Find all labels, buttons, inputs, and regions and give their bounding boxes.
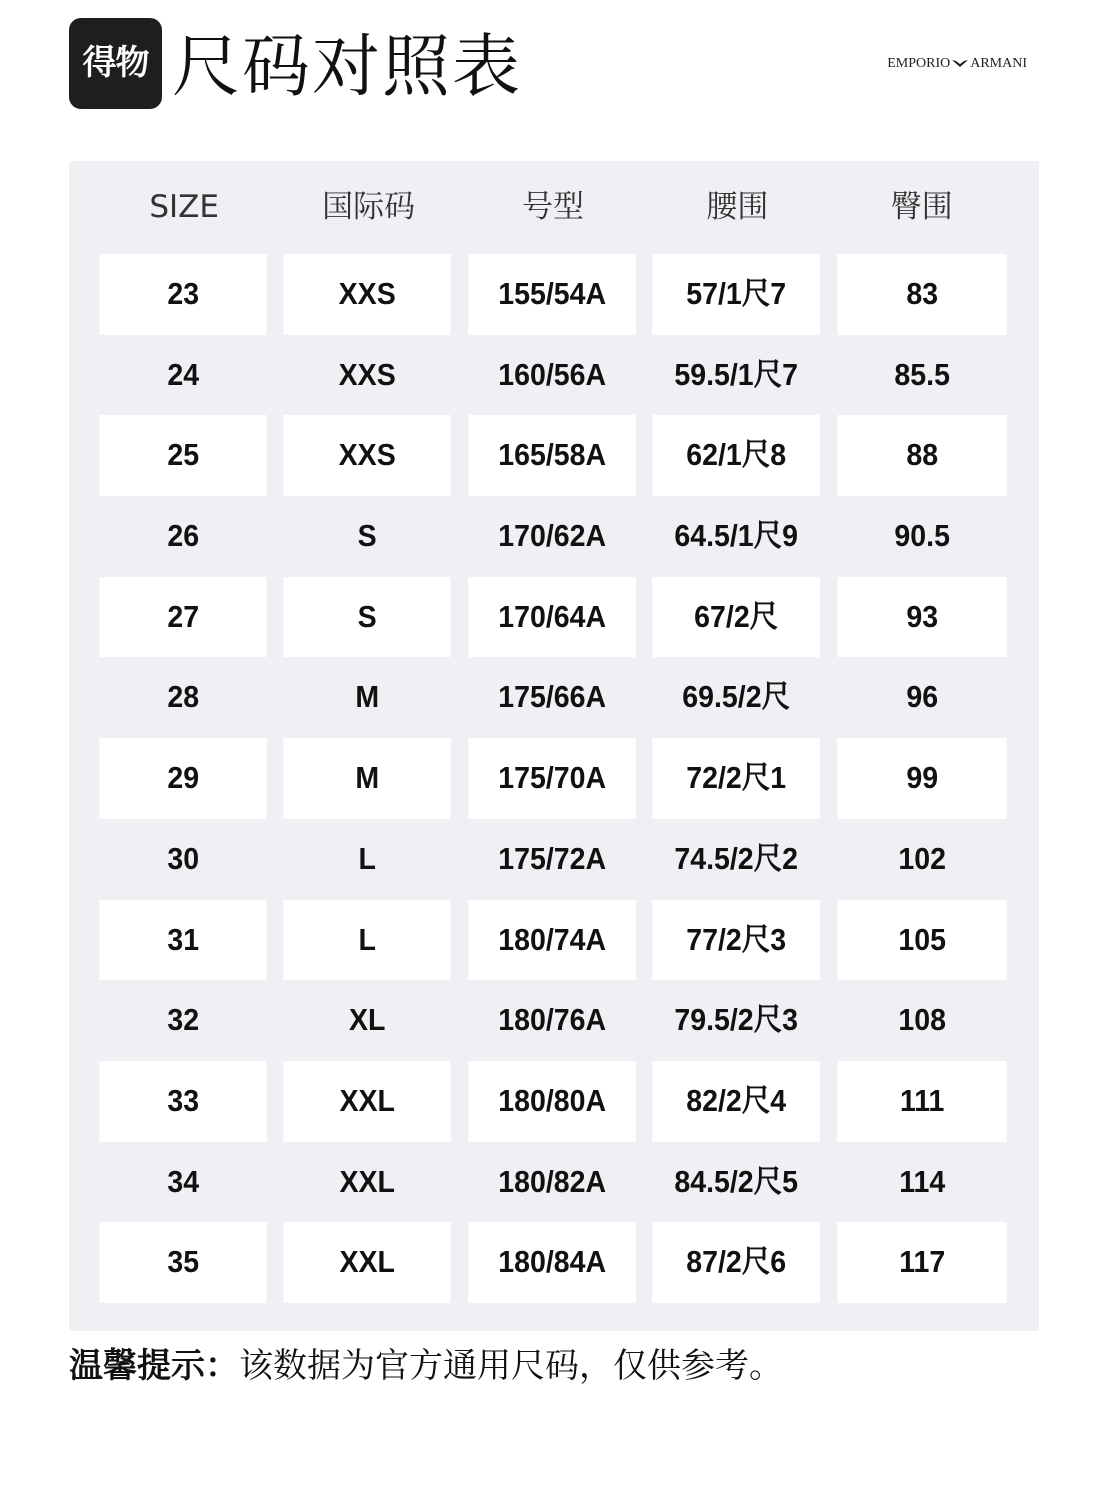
cell-size: 32 (167, 1002, 200, 1038)
cell-body-type: 180/82A (498, 1163, 606, 1199)
cell-waist: 77/2尺3 (652, 900, 820, 981)
table-row (92, 819, 1014, 900)
footnote-label: 温馨提示： (69, 1346, 239, 1386)
cell-waist: 69.5/2尺 (682, 679, 791, 715)
cell-international-size: L (358, 840, 377, 876)
cell-waist: 57/1尺7 (652, 254, 820, 335)
cell-waist: 64.5/1尺9 (674, 518, 799, 554)
cell-international-size: M (284, 738, 452, 819)
cell-size: 34 (167, 1163, 200, 1199)
footnote (69, 1342, 783, 1390)
cell-hip: 85.5 (893, 356, 950, 392)
cell-international-size: M (355, 679, 380, 715)
cell-hip: 108 (897, 1002, 946, 1038)
table-row (92, 980, 1014, 1061)
cell-waist: 72/2尺1 (652, 738, 820, 819)
table-row (92, 900, 1014, 981)
cell-waist: 67/2尺 (652, 577, 820, 658)
cell-waist: 62/1尺8 (652, 415, 820, 496)
cell-size: 35 (99, 1222, 267, 1303)
cell-body-type: 175/72A (498, 840, 606, 876)
cell-size: 30 (167, 840, 200, 876)
column-header-hip: 臀围 (890, 189, 953, 225)
cell-size: 25 (99, 415, 267, 496)
app-logo: 得物 (69, 18, 162, 109)
table-row (92, 496, 1014, 577)
table-row (92, 1142, 1014, 1223)
brand-name-left: EMPORIO (887, 56, 951, 71)
cell-hip: 102 (897, 840, 946, 876)
table-row (92, 577, 1014, 658)
cell-waist: 87/2尺6 (652, 1222, 820, 1303)
cell-size: 26 (167, 518, 200, 554)
cell-body-type: 160/56A (498, 356, 606, 392)
cell-size: 31 (99, 900, 267, 981)
cell-hip: 99 (837, 738, 1007, 819)
column-header-body-type: 号型 (521, 189, 584, 225)
cell-body-type: 170/62A (498, 518, 606, 554)
table-row (92, 415, 1014, 496)
table-row (92, 254, 1014, 335)
eagle-icon (951, 59, 969, 69)
cell-hip: 93 (837, 577, 1007, 658)
cell-waist: 74.5/2尺2 (674, 840, 799, 876)
cell-size: 24 (167, 356, 200, 392)
cell-size: 23 (99, 254, 267, 335)
table-row (92, 738, 1014, 819)
cell-size: 27 (99, 577, 267, 658)
cell-international-size: XXS (284, 254, 452, 335)
cell-international-size: XXS (284, 415, 452, 496)
brand-logo (887, 56, 1027, 72)
table-row (92, 1061, 1014, 1142)
cell-body-type: 180/74A (468, 900, 636, 981)
cell-body-type: 175/70A (468, 738, 636, 819)
cell-international-size: S (284, 577, 452, 658)
footnote-text: 该数据为官方通用尺码，仅供参考。 (239, 1346, 783, 1386)
cell-international-size: S (358, 518, 378, 554)
cell-international-size: XXL (339, 1163, 396, 1199)
page-header (69, 18, 1039, 118)
cell-hip: 83 (837, 254, 1007, 335)
page-title: 尺码对照表 (172, 28, 523, 107)
cell-body-type: 180/80A (468, 1061, 636, 1142)
brand-name-right: ARMANI (970, 56, 1027, 71)
cell-body-type: 170/64A (468, 577, 636, 658)
cell-international-size: L (284, 900, 452, 981)
cell-hip: 90.5 (893, 518, 950, 554)
cell-waist: 84.5/2尺5 (674, 1163, 799, 1199)
cell-waist: 79.5/2尺3 (674, 1002, 799, 1038)
cell-international-size: XXS (339, 356, 397, 392)
cell-body-type: 165/58A (468, 415, 636, 496)
cell-international-size: XXL (284, 1222, 452, 1303)
cell-size: 29 (99, 738, 267, 819)
column-header-international-size: 国际码 (322, 189, 416, 225)
cell-size: 28 (167, 679, 200, 715)
cell-waist: 59.5/1尺7 (674, 356, 799, 392)
cell-hip: 111 (837, 1061, 1007, 1142)
cell-hip: 96 (905, 679, 938, 715)
cell-international-size: XL (349, 1002, 386, 1038)
cell-body-type: 175/66A (498, 679, 606, 715)
table-row (92, 1222, 1014, 1303)
cell-hip: 105 (837, 900, 1007, 981)
cell-hip: 88 (837, 415, 1007, 496)
cell-hip: 117 (837, 1222, 1007, 1303)
cell-body-type: 180/76A (498, 1002, 606, 1038)
column-header-waist: 腰围 (706, 189, 769, 225)
table-row (92, 335, 1014, 416)
table-row (92, 657, 1014, 738)
cell-waist: 82/2尺4 (652, 1061, 820, 1142)
table-header-row (92, 161, 1014, 254)
cell-hip: 114 (898, 1163, 945, 1199)
cell-body-type: 180/84A (468, 1222, 636, 1303)
cell-international-size: XXL (284, 1061, 452, 1142)
cell-size: 33 (99, 1061, 267, 1142)
table-body (92, 254, 1014, 1303)
column-header-size: SIZE (149, 189, 220, 225)
size-table (69, 161, 1039, 1331)
cell-body-type: 155/54A (468, 254, 636, 335)
